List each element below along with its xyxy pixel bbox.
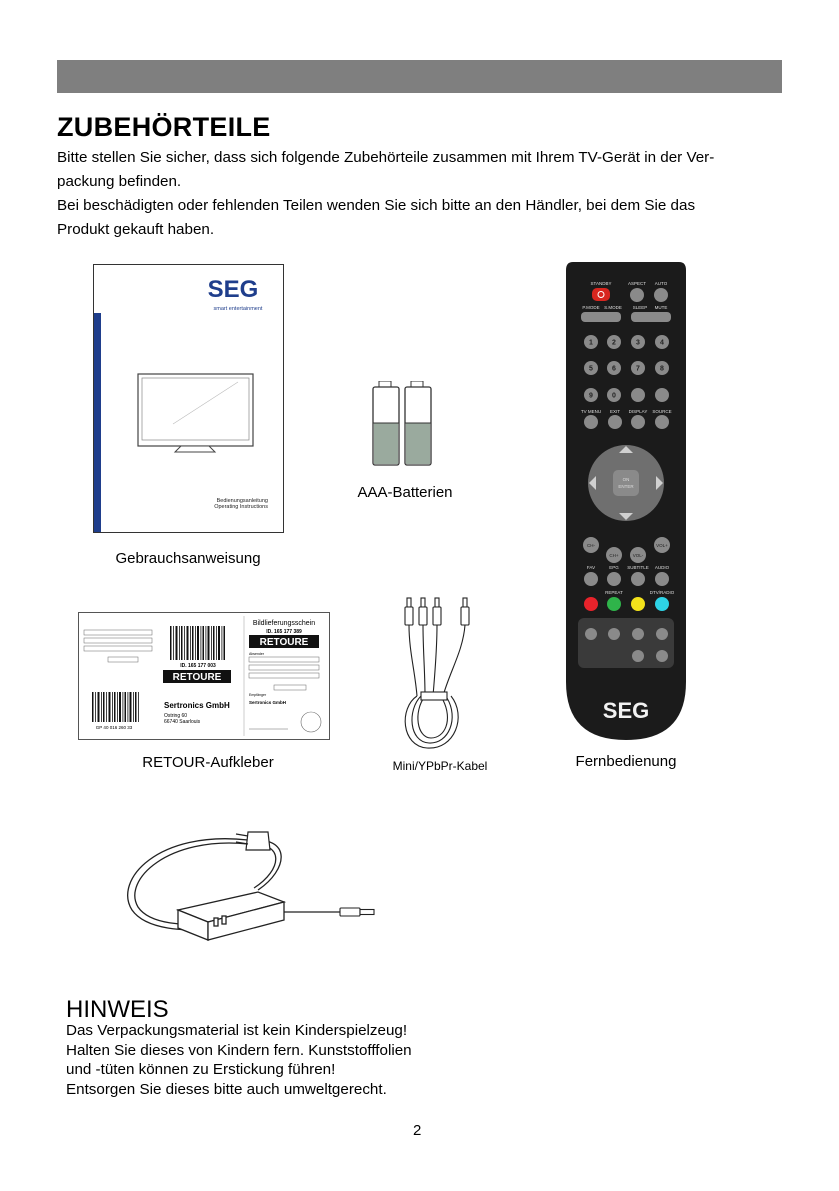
exit-button[interactable]: [608, 415, 622, 429]
remote-label: DISPLAY: [628, 409, 648, 414]
source-button[interactable]: [655, 415, 669, 429]
page-number: 2: [413, 1122, 422, 1139]
dpad: [588, 445, 664, 521]
dash-button[interactable]: [631, 388, 645, 402]
green-button[interactable]: [607, 597, 621, 611]
cable-illustration: [395, 596, 485, 751]
intro-text: [57, 146, 767, 242]
retour-absender: Absender: [249, 652, 264, 656]
digit-label: 3: [636, 339, 640, 347]
epg-button[interactable]: [607, 572, 621, 586]
audio-button[interactable]: [655, 572, 669, 586]
remote-brand: SEG: [602, 698, 650, 723]
retour-label-illustration: [78, 612, 330, 740]
remote-caption: Fernbedienung: [575, 753, 677, 770]
remote-label: ON: [622, 477, 630, 482]
remote-label: DTV/RADIO: [649, 590, 675, 595]
pmode-smode-button[interactable]: [581, 312, 621, 322]
remote-label: TV MENU: [580, 409, 602, 414]
notice-text: [66, 1021, 486, 1099]
digit-label: 6: [612, 365, 616, 373]
cable-caption: Mini/YPbPr-Kabel: [392, 759, 488, 773]
remote-label: EPG: [609, 565, 619, 570]
retoure-stamp-text: RETOURE: [172, 672, 222, 683]
prev-button[interactable]: [632, 650, 644, 662]
digit-label: 5: [589, 365, 593, 373]
retour-id-top: ID. 165 177 389: [266, 629, 302, 635]
digit-label: 7: [636, 365, 640, 373]
subtitle-button[interactable]: [631, 572, 645, 586]
digit-label: 9: [589, 392, 593, 400]
remote-label: CH-: [587, 543, 595, 548]
remote-label: P.MODE: [582, 305, 600, 310]
intro-line: Bei beschädigten oder fehlenden Teilen wenden Sie sich bitte an den Händler, bei dem Sie das: [57, 197, 696, 214]
remote-label: AUDIO: [654, 565, 670, 570]
red-button[interactable]: [584, 597, 598, 611]
tv-menu-button[interactable]: [584, 415, 598, 429]
display-button[interactable]: [631, 415, 645, 429]
remote-label: SLEEP: [632, 305, 648, 310]
remote-label: CH+: [609, 553, 619, 558]
remote-label: S.MODE: [604, 305, 622, 310]
auto-button[interactable]: [654, 288, 668, 302]
retour-heading: Bildlieferungsschein: [252, 620, 316, 627]
rewind-button[interactable]: [632, 628, 644, 640]
remote-label: STANDBY: [590, 281, 612, 286]
remote-label: MUTE: [654, 305, 668, 310]
page-title: ZUBEHÖRTEILE: [57, 112, 271, 142]
cable-loop: [405, 625, 465, 748]
header-bar: [57, 60, 782, 93]
retour-small-company: Sertronics GmbH: [249, 700, 287, 705]
digit-label: 2: [612, 339, 616, 347]
manual-brand: SEG: [207, 276, 259, 303]
notice-line: Halten Sie dieses von Kindern fern. Kunststofffolien: [66, 1041, 412, 1059]
digit-label: 0: [612, 392, 616, 400]
next-button[interactable]: [656, 650, 668, 662]
yellow-button[interactable]: [631, 597, 645, 611]
retour-id-mid: ID. 165 177 003: [180, 663, 216, 669]
manual-caption: Gebrauchsanweisung: [115, 550, 261, 567]
digit-label: 4: [660, 339, 664, 347]
sleep-mute-button[interactable]: [631, 312, 671, 322]
recall-button[interactable]: [655, 388, 669, 402]
intro-line: Bitte stellen Sie sicher, dass sich folgende Zubehörteile zusammen mit Ihrem TV-Gerät in der Ver-: [57, 149, 715, 166]
adapter-brick: [178, 892, 284, 940]
battery-icon: [405, 381, 431, 465]
batteries-illustration: [370, 381, 436, 467]
retour-city: 66740 Saarlouis: [164, 719, 201, 725]
notice-line: und -tüten können zu Erstickung führen!: [66, 1061, 336, 1078]
forward-button[interactable]: [656, 628, 668, 640]
manual-tagline: smart entertainment: [213, 306, 263, 312]
power-adapter-illustration: [118, 810, 384, 960]
retour-street: Ostring 60: [164, 713, 188, 719]
retour-caption: RETOUR-Aufkleber: [142, 754, 274, 771]
remote-label: REPEAT: [605, 590, 623, 595]
aspect-button[interactable]: [630, 288, 644, 302]
remote-label: SOURCE: [652, 409, 672, 414]
intro-line: Produkt gekauft haben.: [57, 221, 215, 238]
barcode-number: GP 40 016 260 33: [95, 725, 133, 730]
remote-label: SUBTITLE: [627, 565, 649, 570]
digit-label: 1: [589, 339, 593, 347]
enter-button[interactable]: [613, 470, 639, 496]
remote-label: ENTER: [618, 484, 634, 489]
notice-title: HINWEIS: [66, 996, 169, 1023]
notice-line: Entsorgen Sie dieses bitte auch umweltgerecht.: [66, 1080, 387, 1098]
batteries-caption: AAA-Batterien: [357, 484, 453, 501]
standby-button[interactable]: [592, 288, 610, 301]
blue-button[interactable]: [655, 597, 669, 611]
play-pause-button[interactable]: [585, 628, 597, 640]
intro-line: packung befinden.: [57, 173, 182, 190]
notice-line: Das Verpackungsmaterial ist kein Kinderspielzeug!: [66, 1022, 408, 1039]
stop-button[interactable]: [608, 628, 620, 640]
fav-button[interactable]: [584, 572, 598, 586]
remote-label: VOL-: [632, 553, 644, 558]
manual-doc-line1: Bedienungsanleitung: [216, 498, 268, 504]
remote-illustration: [565, 262, 687, 742]
wall-plug: [236, 832, 270, 850]
tv-drawing: [138, 374, 253, 452]
retour-company: Sertronics GmbH: [164, 701, 230, 710]
remote-label: FAV: [586, 565, 596, 570]
manual-doc-line2: Operating Instructions: [214, 504, 268, 510]
manual-stripe: [94, 313, 101, 532]
retoure-stamp-text: RETOURE: [259, 637, 309, 648]
remote-label: EXIT: [609, 409, 621, 414]
digit-label: 8: [660, 365, 664, 373]
dc-connector: [340, 908, 374, 916]
remote-label: ASPECT: [627, 281, 647, 286]
remote-label: AUTO: [654, 281, 668, 286]
battery-icon: [373, 381, 399, 465]
manual-illustration: [93, 264, 285, 534]
retour-empfaenger: Empfänger: [249, 693, 267, 697]
remote-label: VOL+: [656, 543, 668, 548]
